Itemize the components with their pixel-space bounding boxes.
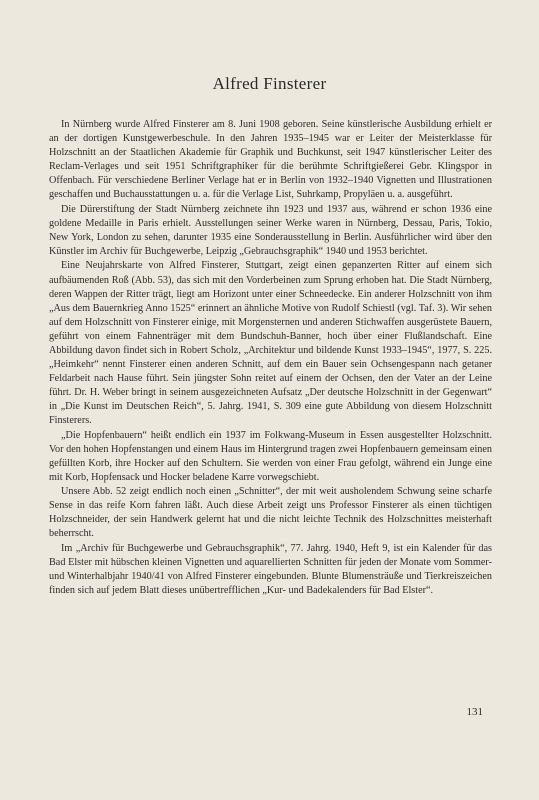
page-title: Alfred Finsterer: [212, 74, 327, 93]
paragraph-2: Die Dürerstiftung der Stadt Nürnberg zeichnete ihn 1923 und 1937 aus, während er schon 1936 eine goldene Medaille in Paris erhielt. Ausstellungen seiner Werke waren in Nürnberg, Dessau, Paris, Tokio, New York, London zu sehen, darunter 1935 eine Sonderausstellung in Berlin. Ausführlicher wird über den Künstler im Archiv für Buchgewerbe, Leipzig „Gebrauchsgraphik“ 1940 und 1953 berichtet.: [49, 203, 492, 257]
paragraph-6: Im „Archiv für Buchgewerbe und Gebrauchsgraphik“, 77. Jahrg. 1940, Heft 9, ist ein Kalender für das Bad Elster mit hübschen kleinen Vignetten und aquarellierten Schnitten für jeden der Monate vom Sommer- und Winterhalbjahr 1940/41 von Alfred Finsterer eingebunden. Blunte Blumensträuße und Tierkreiszeichen finden sich auf jedem Blatt dieses unübertrefflichen „Kur- und Badekalenders für Bad Elster“.: [49, 542, 492, 597]
paragraph-5: Unsere Abb. 52 zeigt endlich noch einen „Schnitter“, der mit weit ausholendem Schwung seine scharfe Sense in das reife Korn fahren läßt. Auch diese Arbeit zeigt uns Professor Finsterer als einen tüchtigen Holzschneider, der sein Handwerk gelernt hat und die nicht leichte Technik des Holzschnittes meisterhaft beherrscht.: [49, 486, 492, 540]
paragraph-1: In Nürnberg wurde Alfred Finsterer am 8. Juni 1908 geboren. Seine künstlerische Ausbildung erhielt er an der dortigen Kunstgewerbeschule. In den Jahren 1935–1945 war er Leiter der Meisterklasse für Holzschnitt an der Staatlichen Akademie für Graphik und Buchkunst, seit 1947 künstlerischer Leiter des Reclam-Verlages und seit 1951 Schriftgraphiker für die berühmte Schriftgießerei Gebr. Klingspor in Offenbach. Für verschiedene Berliner Verlage hat er in Berlin von 1932–1940 Vignetten und Illustrationen geschaffen und Buchausstattungen u. a. für die Verlage List, Suhrkamp, Propyläen u. a. ausgeführt.: [49, 119, 492, 201]
paragraph-4: „Die Hopfenbauern“ heißt endlich ein 1937 im Folkwang-Museum in Essen ausgestellter Holzschnitt. Vor den hohen Hopfenstangen und einem Haus im Hintergrund tragen zwei Hopfenbauern gemeinsam einen gefüllten Korb, ihre Hocker auf den Schultern. Sie werden von einer Frau gefolgt, während ein Junge eine mit Korb, Hopfensack und Hocker beladene Karre vorwegschiebt.: [49, 429, 492, 483]
body-text: [49, 118, 492, 599]
page-number: 131: [466, 706, 483, 718]
paragraph-3: Eine Neujahrskarte von Alfred Finsterer, Stuttgart, zeigt einen gepanzerten Ritter auf einem sich aufbäumenden Roß (Abb. 53), das sich mit den Vorderbeinen zum Sprung erhoben hat. Die Stadt Nürnberg, deren Wappen der Ritter trägt, liegt am Horizont unter einer Schneedecke. Ein anderer Holzschnitt von ihm „Aus dem Bauernkrieg Anno 1525“ erinnert an ähnliche Motive von Rudolf Schiestl (vgl. Taf. 3). Wir sehen auf dem Holzschnitt von Finsterer einige, mit Morgensternen und anderen Stichwaffen ausgerüstete Bauern, geführt von einem Fahnenträger mit dem Bundschuh-Banner, hoch über einer Flußlandschaft. Eine Abbildung davon findet sich in Robert Scholz, „Architektur und bildende Kunst 1933–1945“, 1977, S. 225. „Heimkehr“ nennt Finsterer einen anderen Schnitt, auf dem ein Bauer sein Ochsengespann nach getaner Feldarbeit nach Hause führt. Sein jüngster Sohn reitet auf einem der Ochsen, den der Vater an der Leine führt. Dr. H. Weber bringt in seinem ausgezeichneten Aufsatz „Der deutsche Holzschnitt in der Gegenwart“ in „Die Kunst im Deutschen Reich“, 5. Jahrg. 1941, S. 309 eine gute Abbildung von diesem Holzschnitt Finsterers.: [49, 260, 492, 426]
